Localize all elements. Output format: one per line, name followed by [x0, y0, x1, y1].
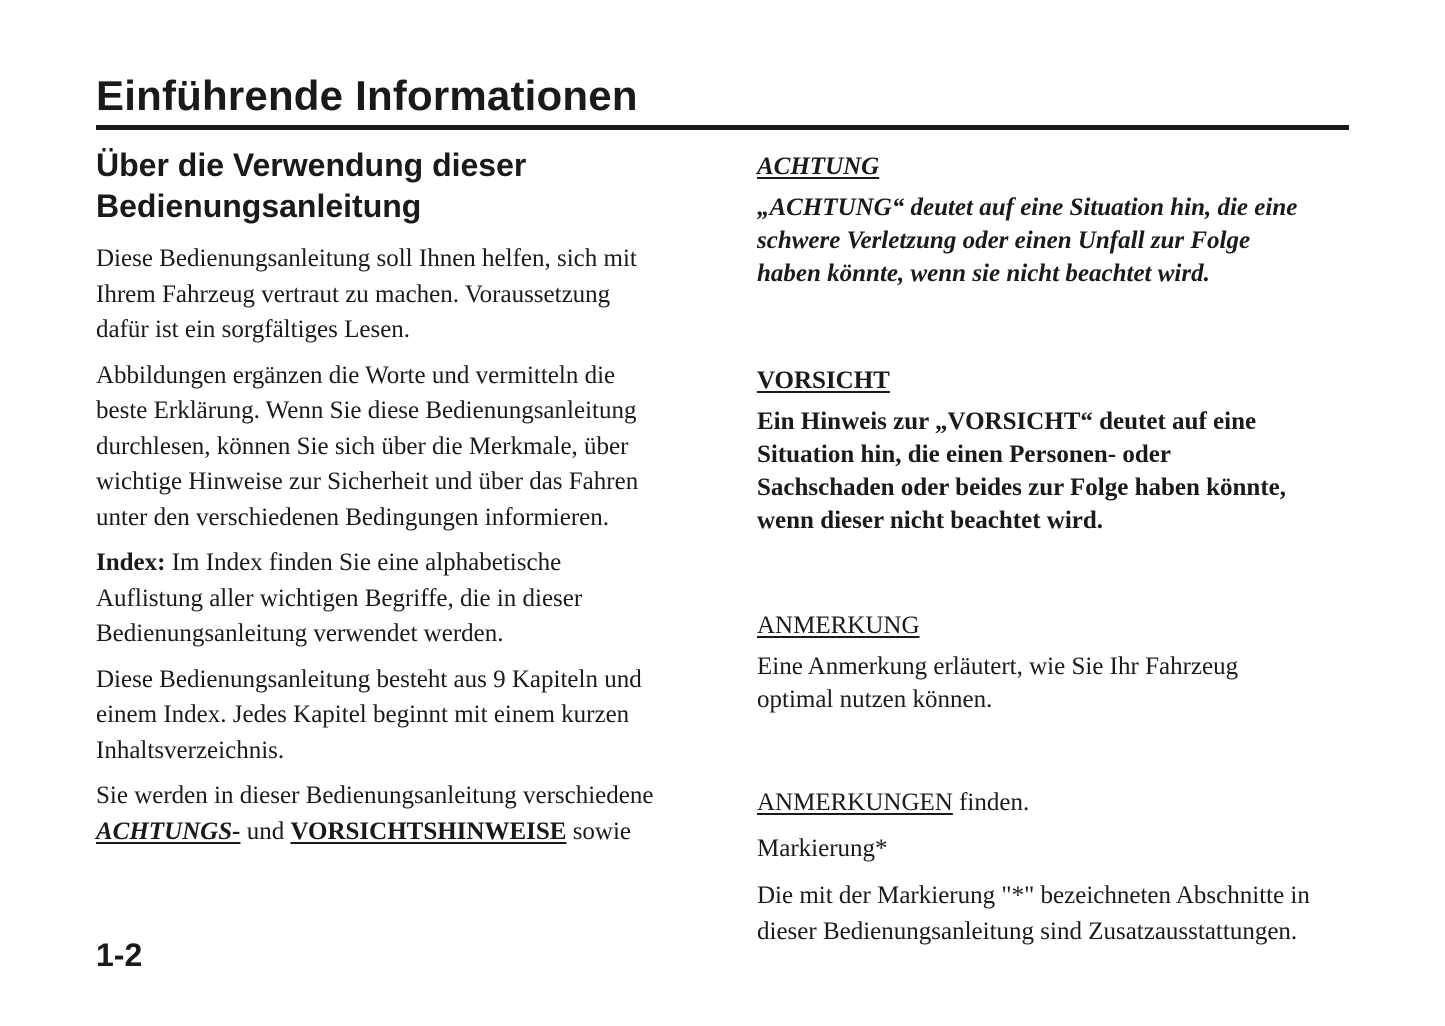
text-line: Diese Bedienungsanleitung besteht aus 9 Kapiteln und [96, 665, 642, 693]
right-column [757, 150, 1357, 950]
text-line: wenn dieser nicht beachtet wird. [757, 507, 1104, 534]
text-line: Inhaltsverzeichnis. [96, 736, 285, 764]
text-line: dafür ist ein sorgfältiges Lesen. [96, 316, 411, 343]
vorsicht-block [757, 364, 1357, 537]
anmerkung-block [757, 609, 1357, 716]
achtung-text [757, 191, 1357, 290]
text-line: Eine Anmerkung erläutert, wie Sie Ihr Fahrzeug [757, 653, 1239, 680]
left-column [96, 145, 696, 859]
text-line: unter den verschiedenen Bedingungen informieren. [96, 503, 610, 531]
chapter-title: Einführende Informationen [96, 72, 638, 119]
text-line: Bedienungsanleitung verwendet werden. [96, 620, 504, 647]
text-line: wichtige Hinweise zur Sicherheit und über das Fahren [96, 468, 639, 495]
text-line: Diese Bedienungsanleitung soll Ihnen helfen, sich mit [96, 245, 637, 272]
connector-text: und [240, 817, 291, 845]
section-title [96, 145, 696, 227]
anmerkungen-rest: finden. [952, 789, 1030, 816]
anmerkungen-line [757, 786, 1357, 819]
achtung-heading: ACHTUNG [757, 153, 880, 180]
text-line: einem Index. Jedes Kapitel beginnt mit einem kurzen [96, 701, 630, 728]
text-line: haben könnte, wenn sie nicht beachtet wird. [757, 260, 1210, 287]
warnings-paragraph [96, 778, 696, 849]
page-number: 1-2 [96, 937, 143, 973]
anmerkung-heading: ANMERKUNG [757, 612, 920, 639]
markierung-description [757, 878, 1357, 950]
text-line: Auflistung aller wichtigen Begriffe, die in dieser [96, 584, 583, 612]
connector-text: sowie [566, 817, 632, 845]
text-line: durchlesen, können Sie sich über die Merkmale, über [96, 432, 629, 460]
text-line: optimal nutzen können. [757, 686, 993, 713]
text-line: Sie werden in dieser Bedienungsanleitung verschiedene [96, 782, 654, 809]
illustrations-paragraph [96, 358, 696, 536]
text-line: Die mit der Markierung "*" bezeichneten Abschnitte in [757, 882, 1310, 909]
text-line: Sachschaden oder beides zur Folge haben könnte, [757, 474, 1287, 501]
text-line: Ein Hinweis zur „VORSICHT“ deutet auf eine [757, 408, 1257, 435]
achtungs-term: ACHTUNGS- [96, 817, 241, 845]
text-line: beste Erklärung. Wenn Sie diese Bedienungsanleitung [96, 397, 637, 424]
section-title-line-2: Bedienungsanleitung [96, 188, 422, 224]
anmerkung-text [757, 650, 1357, 716]
intro-paragraph [96, 241, 696, 348]
title-rule [96, 125, 1349, 130]
text-line: Situation hin, die einen Personen- oder [757, 441, 1171, 468]
text-line: „ACHTUNG“ deutet auf eine Situation hin, die eine [757, 194, 1298, 221]
markierung-label: Markierung* [757, 835, 888, 862]
vorsichtshinweise-term: VORSICHTSHINWEISE [290, 817, 567, 845]
index-text: Im Index finden Sie eine alphabetische [165, 549, 562, 576]
text-line: dieser Bedienungsanleitung sind Zusatzausstattungen. [757, 918, 1298, 945]
section-title-line-1: Über die Verwendung dieser [96, 147, 527, 183]
text-line: Ihrem Fahrzeug vertraut zu machen. Voraussetzung [96, 280, 611, 308]
index-paragraph [96, 545, 696, 652]
vorsicht-heading: VORSICHT [757, 367, 890, 394]
vorsicht-text [757, 405, 1357, 537]
text-line [96, 814, 696, 850]
anmerkungen-term: ANMERKUNGEN [757, 789, 953, 816]
text-line [96, 545, 696, 581]
chapters-paragraph [96, 662, 696, 769]
achtung-block [757, 150, 1357, 290]
text-line: schwere Verletzung oder einen Unfall zur Folge [757, 227, 1251, 254]
text-line: Abbildungen ergänzen die Worte und vermitteln die [96, 361, 616, 389]
index-label: Index: [96, 549, 166, 576]
